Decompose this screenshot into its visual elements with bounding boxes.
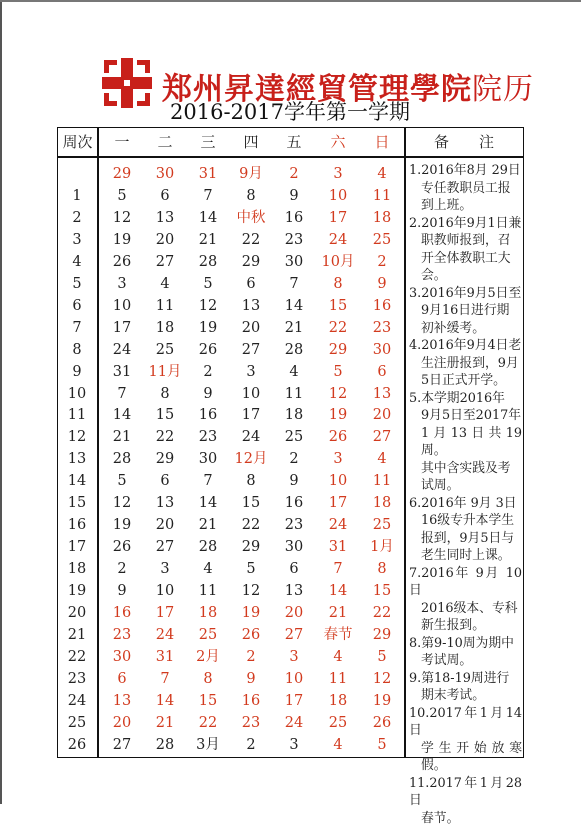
date-cell: 9 <box>101 581 143 601</box>
date-cell: 23 <box>361 318 403 338</box>
note-item <box>409 495 522 565</box>
notes-column-divider <box>404 127 406 758</box>
note-line: 4.2016年9月4日老 <box>409 337 522 355</box>
date-cell: 14 <box>144 691 186 711</box>
week-number: 26 <box>58 735 96 755</box>
date-cell: 19 <box>101 515 143 535</box>
date-cell: 22 <box>230 230 272 250</box>
school-name-text: 郑州昇達經貿管理學院 <box>162 72 472 107</box>
date-cell: 11 <box>361 186 403 206</box>
note-line: 专任教职员工报 <box>409 180 522 198</box>
date-cell: 2 <box>361 252 403 272</box>
date-cell: 中秋 <box>230 208 272 228</box>
date-cell: 18 <box>317 691 359 711</box>
date-cell: 30 <box>187 449 229 469</box>
date-cell: 10 <box>273 669 315 689</box>
date-cell: 27 <box>144 537 186 557</box>
note-item <box>409 337 522 390</box>
week-number: 9 <box>58 362 96 382</box>
date-cell: 21 <box>101 427 143 447</box>
date-cell: 25 <box>273 427 315 447</box>
day-header: 二 <box>144 131 186 153</box>
week-number: 2 <box>58 208 96 228</box>
date-cell: 31 <box>144 647 186 667</box>
date-cell: 24 <box>101 340 143 360</box>
date-cell: 8 <box>187 669 229 689</box>
date-cell: 6 <box>144 471 186 491</box>
date-cell: 12 <box>361 669 403 689</box>
date-cell: 2 <box>273 164 315 184</box>
date-cell: 18 <box>273 405 315 425</box>
date-cell: 29 <box>230 537 272 557</box>
note-item <box>409 775 522 827</box>
date-cell: 30 <box>101 647 143 667</box>
date-cell: 22 <box>187 713 229 733</box>
date-cell: 11月 <box>144 362 186 382</box>
date-cell: 10 <box>230 384 272 404</box>
date-cell: 2 <box>273 449 315 469</box>
date-cell: 7 <box>317 559 359 579</box>
date-cell: 3 <box>230 362 272 382</box>
date-cell: 29 <box>317 340 359 360</box>
date-cell: 9 <box>187 384 229 404</box>
day-header: 三 <box>187 131 229 153</box>
date-cell: 3 <box>101 274 143 294</box>
note-line: 开全体教职工大 <box>409 250 522 268</box>
date-cell: 3 <box>273 647 315 667</box>
date-cell: 20 <box>361 405 403 425</box>
date-cell: 2 <box>230 735 272 755</box>
date-cell: 23 <box>101 625 143 645</box>
date-cell: 14 <box>101 405 143 425</box>
note-line: 5.本学期2016年 <box>409 390 522 408</box>
date-cell: 24 <box>230 427 272 447</box>
date-cell: 7 <box>187 186 229 206</box>
week-number: 21 <box>58 625 96 645</box>
date-cell: 2 <box>230 647 272 667</box>
date-cell: 5 <box>317 362 359 382</box>
date-cell: 14 <box>187 493 229 513</box>
date-cell: 17 <box>101 318 143 338</box>
date-cell: 18 <box>361 208 403 228</box>
note-line: 到上班。 <box>409 197 522 215</box>
date-cell: 18 <box>361 493 403 513</box>
date-cell: 8 <box>317 274 359 294</box>
date-cell: 10 <box>144 581 186 601</box>
note-line: 初补缓考。 <box>409 320 522 338</box>
date-cell: 12 <box>101 493 143 513</box>
date-cell: 12 <box>101 208 143 228</box>
date-cell: 19 <box>101 230 143 250</box>
date-cell: 17 <box>317 493 359 513</box>
date-cell: 11 <box>361 471 403 491</box>
date-cell: 30 <box>361 340 403 360</box>
note-line: 10.2017年1月14日 <box>409 705 522 740</box>
date-cell: 5 <box>101 186 143 206</box>
date-cell: 29 <box>144 449 186 469</box>
date-cell: 17 <box>144 603 186 623</box>
note-line: 新生报到。 <box>409 617 522 635</box>
date-cell: 20 <box>230 318 272 338</box>
note-line: 16级专升本学生 <box>409 512 522 530</box>
date-cell: 10 <box>317 186 359 206</box>
date-cell: 11 <box>187 581 229 601</box>
date-cell: 8 <box>144 384 186 404</box>
date-cell: 25 <box>361 515 403 535</box>
notes-column-header: 备 注 <box>405 131 523 153</box>
note-item <box>409 215 522 285</box>
date-cell: 9 <box>273 471 315 491</box>
week-number: 19 <box>58 581 96 601</box>
date-cell: 26 <box>101 252 143 272</box>
note-line: 9月16日进行期 <box>409 302 522 320</box>
note-line: 学生开始放寒假。 <box>409 740 522 775</box>
date-cell: 17 <box>230 405 272 425</box>
week-number: 10 <box>58 384 96 404</box>
week-number: 6 <box>58 296 96 316</box>
date-cell: 22 <box>144 427 186 447</box>
note-line: 会。 <box>409 267 522 285</box>
week-number: 4 <box>58 252 96 272</box>
date-cell: 30 <box>273 252 315 272</box>
date-cell: 18 <box>187 603 229 623</box>
date-cell: 20 <box>144 230 186 250</box>
note-line: 考试周。 <box>409 652 522 670</box>
date-cell: 27 <box>273 625 315 645</box>
date-cell: 27 <box>230 340 272 360</box>
date-cell: 20 <box>144 515 186 535</box>
date-cell: 26 <box>361 713 403 733</box>
date-cell: 27 <box>144 252 186 272</box>
date-cell: 4 <box>361 164 403 184</box>
date-cell: 9 <box>361 274 403 294</box>
date-cell: 11 <box>317 669 359 689</box>
date-cell: 10 <box>101 296 143 316</box>
date-cell: 13 <box>361 384 403 404</box>
date-cell: 9 <box>273 186 315 206</box>
note-line: 11.2017年1月28日 <box>409 775 522 810</box>
date-cell: 7 <box>273 274 315 294</box>
date-cell: 16 <box>101 603 143 623</box>
week-number: 8 <box>58 340 96 360</box>
page-left-border <box>0 0 2 804</box>
date-cell: 24 <box>317 515 359 535</box>
day-header: 六 <box>317 131 359 153</box>
date-cell: 7 <box>101 384 143 404</box>
week-number: 12 <box>58 427 96 447</box>
week-number: 5 <box>58 274 96 294</box>
week-number: 22 <box>58 647 96 667</box>
day-header: 五 <box>273 131 315 153</box>
note-line: 老生同时上课。 <box>409 547 522 565</box>
date-cell: 16 <box>361 296 403 316</box>
notes-list <box>409 162 522 827</box>
date-cell: 19 <box>230 603 272 623</box>
date-cell: 9 <box>230 669 272 689</box>
date-cell: 7 <box>187 471 229 491</box>
note-line: 9.第18-19周进行 <box>409 670 522 688</box>
week-number: 13 <box>58 449 96 469</box>
date-cell: 14 <box>317 581 359 601</box>
date-cell: 4 <box>273 362 315 382</box>
week-number: 25 <box>58 713 96 733</box>
date-cell: 21 <box>317 603 359 623</box>
week-number: 3 <box>58 230 96 250</box>
note-item <box>409 390 522 495</box>
note-line: 1月13日共19周。 <box>409 425 522 460</box>
date-cell: 4 <box>317 647 359 667</box>
day-header: 一 <box>101 131 143 153</box>
semester-title: 2016-2017学年第一学期 <box>170 96 410 126</box>
date-cell: 22 <box>317 318 359 338</box>
date-cell: 13 <box>144 493 186 513</box>
week-number: 14 <box>58 471 96 491</box>
date-cell: 23 <box>187 427 229 447</box>
date-cell: 19 <box>187 318 229 338</box>
date-cell: 26 <box>187 340 229 360</box>
date-cell: 6 <box>273 559 315 579</box>
date-cell: 26 <box>230 625 272 645</box>
note-line: 报到，9月5日与 <box>409 530 522 548</box>
note-line: 春节。 <box>409 810 522 827</box>
date-cell: 3 <box>317 449 359 469</box>
note-line: 试周。 <box>409 477 522 495</box>
date-cell: 21 <box>187 515 229 535</box>
date-cell: 28 <box>273 340 315 360</box>
date-cell: 29 <box>230 252 272 272</box>
date-cell: 31 <box>187 164 229 184</box>
date-cell: 25 <box>317 713 359 733</box>
date-cell: 4 <box>187 559 229 579</box>
date-cell: 13 <box>273 581 315 601</box>
page-top-border <box>0 0 581 2</box>
date-cell: 2 <box>187 362 229 382</box>
week-number: 23 <box>58 669 96 689</box>
date-cell: 26 <box>101 537 143 557</box>
date-cell: 1月 <box>361 537 403 557</box>
date-cell: 7 <box>144 669 186 689</box>
note-line: 1.2016年8月 29日 <box>409 162 522 180</box>
note-item <box>409 635 522 670</box>
note-line: 期末考试。 <box>409 687 522 705</box>
date-cell: 23 <box>230 713 272 733</box>
date-cell: 6 <box>144 186 186 206</box>
header-divider <box>57 156 524 158</box>
date-cell: 23 <box>273 515 315 535</box>
date-cell: 25 <box>187 625 229 645</box>
date-cell: 27 <box>101 735 143 755</box>
date-cell: 5 <box>187 274 229 294</box>
calendar-label: 院历 <box>472 72 534 107</box>
week-number: 15 <box>58 493 96 513</box>
date-cell: 8 <box>230 186 272 206</box>
note-line: 7.2016年 9月 10日 <box>409 565 522 600</box>
date-cell: 4 <box>144 274 186 294</box>
note-line: 2016级本、专科 <box>409 600 522 618</box>
date-cell: 9月 <box>230 164 272 184</box>
date-cell: 2 <box>101 559 143 579</box>
date-cell: 29 <box>361 625 403 645</box>
date-cell: 10 <box>317 471 359 491</box>
note-item <box>409 705 522 775</box>
date-cell: 5 <box>361 647 403 667</box>
note-line: 3.2016年9月5日至 <box>409 285 522 303</box>
note-line: 8.第9-10周为期中 <box>409 635 522 653</box>
date-cell: 14 <box>273 296 315 316</box>
date-cell: 31 <box>101 362 143 382</box>
date-cell: 28 <box>187 537 229 557</box>
note-line: 6.2016年 9月 3日 <box>409 495 522 513</box>
school-logo-icon <box>100 56 154 110</box>
date-cell: 21 <box>273 318 315 338</box>
date-cell: 21 <box>144 713 186 733</box>
week-number: 1 <box>58 186 96 206</box>
date-cell: 20 <box>273 603 315 623</box>
date-cell: 13 <box>144 208 186 228</box>
note-item <box>409 670 522 705</box>
day-header: 四 <box>230 131 272 153</box>
date-cell: 5 <box>361 735 403 755</box>
note-line: 职教师报到，召 <box>409 232 522 250</box>
date-cell: 13 <box>230 296 272 316</box>
date-cell: 13 <box>101 691 143 711</box>
date-cell: 12月 <box>230 449 272 469</box>
date-cell: 24 <box>317 230 359 250</box>
date-cell: 28 <box>187 252 229 272</box>
date-cell: 28 <box>144 735 186 755</box>
week-number: 24 <box>58 691 96 711</box>
note-line: 9月5日至2017年 <box>409 407 522 425</box>
date-cell: 27 <box>361 427 403 447</box>
week-number <box>58 164 96 184</box>
day-header: 日 <box>361 131 403 153</box>
note-line: 其中含实践及考 <box>409 460 522 478</box>
date-cell: 8 <box>361 559 403 579</box>
date-cell: 26 <box>317 427 359 447</box>
date-cell: 15 <box>230 493 272 513</box>
date-cell: 25 <box>144 340 186 360</box>
note-item <box>409 285 522 338</box>
date-cell: 11 <box>144 296 186 316</box>
date-cell: 20 <box>101 713 143 733</box>
note-item <box>409 565 522 635</box>
date-cell: 4 <box>361 449 403 469</box>
date-cell: 10月 <box>317 252 359 272</box>
week-number: 7 <box>58 318 96 338</box>
date-cell: 29 <box>101 164 143 184</box>
date-cell: 16 <box>273 493 315 513</box>
date-cell: 12 <box>317 384 359 404</box>
week-number: 18 <box>58 559 96 579</box>
date-cell: 28 <box>101 449 143 469</box>
week-column-divider <box>97 127 99 758</box>
note-line: 生注册报到，9月 <box>409 355 522 373</box>
date-cell: 16 <box>187 405 229 425</box>
date-cell: 17 <box>317 208 359 228</box>
date-cell: 5 <box>101 471 143 491</box>
date-cell: 19 <box>317 405 359 425</box>
date-cell: 14 <box>187 208 229 228</box>
date-cell: 30 <box>273 537 315 557</box>
date-cell: 22 <box>361 603 403 623</box>
date-cell: 15 <box>144 405 186 425</box>
date-cell: 8 <box>230 471 272 491</box>
note-line: 5日正式开学。 <box>409 372 522 390</box>
date-cell: 15 <box>187 691 229 711</box>
date-cell: 16 <box>273 208 315 228</box>
week-number: 20 <box>58 603 96 623</box>
date-cell: 30 <box>144 164 186 184</box>
date-cell: 19 <box>361 691 403 711</box>
date-cell: 3 <box>317 164 359 184</box>
date-cell: 11 <box>273 384 315 404</box>
date-cell: 5 <box>230 559 272 579</box>
date-cell: 22 <box>230 515 272 535</box>
date-cell: 2月 <box>187 647 229 667</box>
week-number: 17 <box>58 537 96 557</box>
date-cell: 6 <box>361 362 403 382</box>
date-cell: 17 <box>273 691 315 711</box>
date-cell: 24 <box>273 713 315 733</box>
date-cell: 12 <box>230 581 272 601</box>
date-cell: 25 <box>361 230 403 250</box>
note-line: 2.2016年9月1日兼 <box>409 215 522 233</box>
date-cell: 3月 <box>187 735 229 755</box>
date-cell: 16 <box>230 691 272 711</box>
date-cell: 18 <box>144 318 186 338</box>
date-cell: 3 <box>273 735 315 755</box>
date-cell: 15 <box>317 296 359 316</box>
date-cell: 4 <box>317 735 359 755</box>
date-cell: 6 <box>230 274 272 294</box>
date-cell: 23 <box>273 230 315 250</box>
date-cell: 3 <box>144 559 186 579</box>
date-cell: 21 <box>187 230 229 250</box>
date-cell: 15 <box>361 581 403 601</box>
date-cell: 31 <box>317 537 359 557</box>
week-column-header: 周次 <box>58 131 97 153</box>
week-number: 11 <box>58 405 96 425</box>
date-cell: 春节 <box>317 625 359 645</box>
date-cell: 6 <box>101 669 143 689</box>
week-number: 16 <box>58 515 96 535</box>
date-cell: 24 <box>144 625 186 645</box>
note-item <box>409 162 522 215</box>
date-cell: 12 <box>187 296 229 316</box>
